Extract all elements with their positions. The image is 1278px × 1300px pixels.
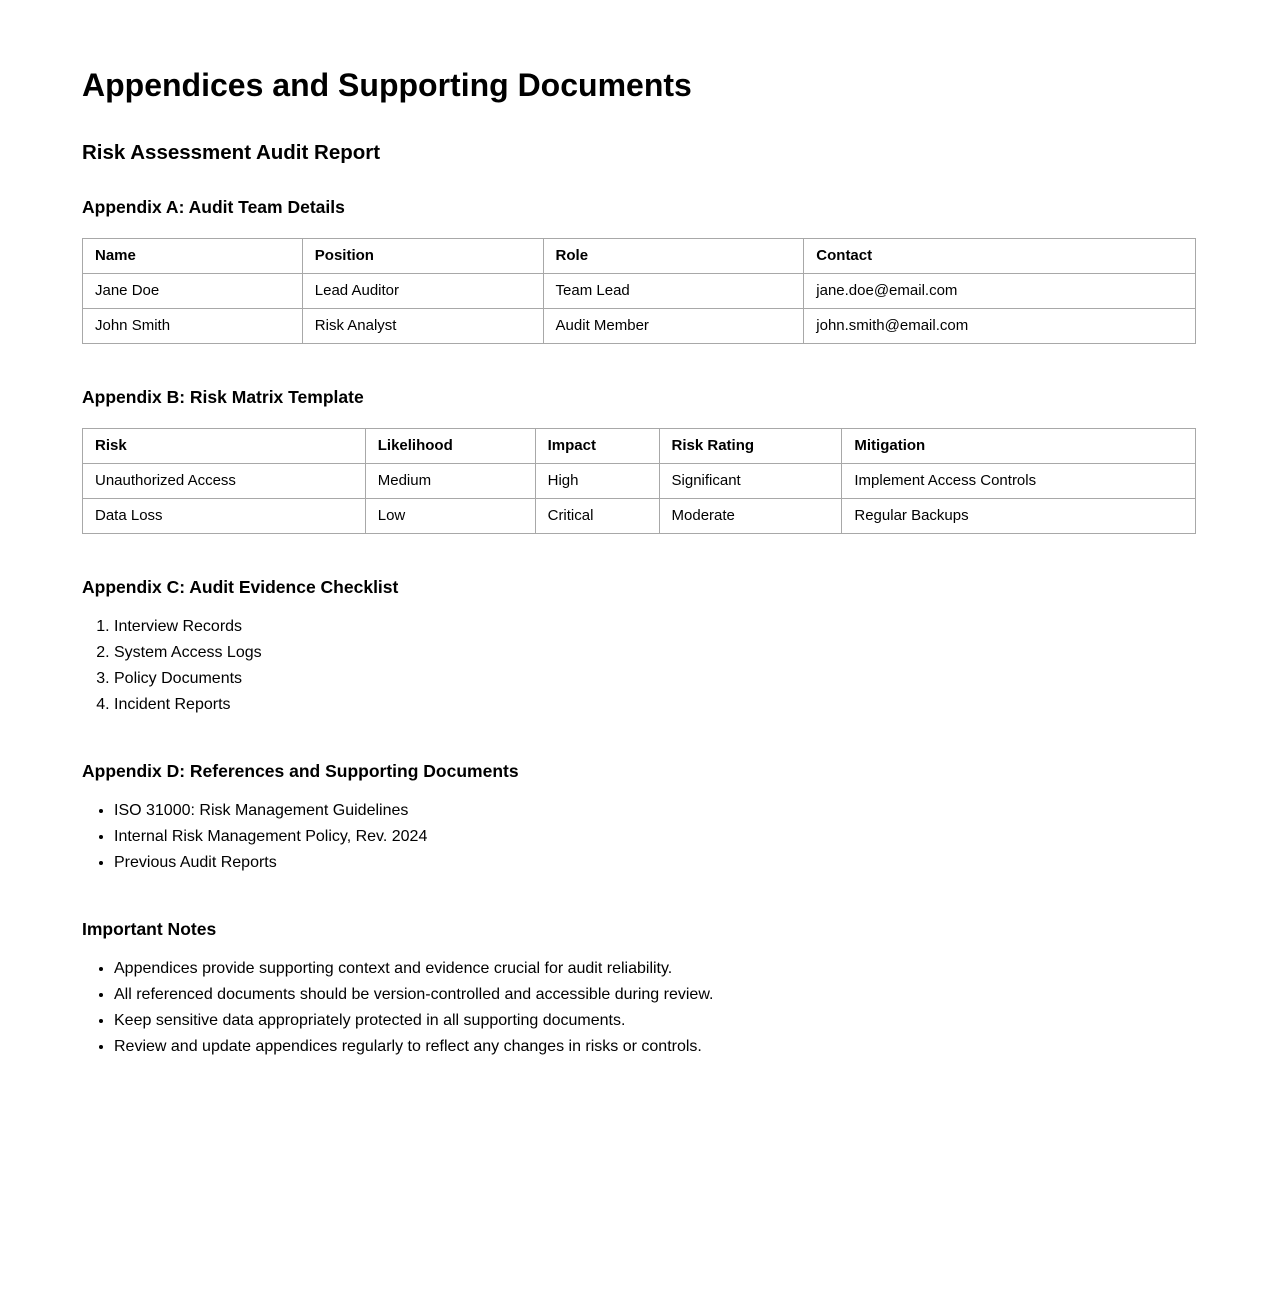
list-item: 3. Policy Documents xyxy=(114,666,1196,692)
list-item: 4. Incident Reports xyxy=(114,692,1196,718)
appendix-a-heading: Appendix A: Audit Team Details xyxy=(82,197,345,217)
table-cell: Unauthorized Access xyxy=(83,464,366,499)
list-item: • Previous Audit Reports xyxy=(114,850,1196,876)
column-header: Name xyxy=(83,239,303,274)
table-header-row xyxy=(83,429,1196,464)
table-cell: Medium xyxy=(365,464,535,499)
table-row xyxy=(83,499,1196,534)
risk-matrix-table xyxy=(82,428,1196,534)
table-header-row xyxy=(83,239,1196,274)
report-subtitle: Risk Assessment Audit Report xyxy=(82,141,381,164)
list-item: • Internal Risk Management Policy, Rev. 2024 xyxy=(114,824,1196,850)
table-cell: Low xyxy=(365,499,535,534)
table-cell: John Smith xyxy=(83,309,303,344)
table-cell: Significant xyxy=(659,464,842,499)
table-cell: Data Loss xyxy=(83,499,366,534)
audit-team-table xyxy=(82,238,1196,344)
appendix-c-heading: Appendix C: Audit Evidence Checklist xyxy=(82,577,399,597)
table-cell: Moderate xyxy=(659,499,842,534)
column-header: Mitigation xyxy=(842,429,1196,464)
table-cell: Audit Member xyxy=(543,309,804,344)
list-item: 2. System Access Logs xyxy=(114,640,1196,666)
list-item: • All referenced documents should be version-controlled and accessible during review. xyxy=(114,982,1196,1008)
document-page xyxy=(82,0,1196,1060)
table-cell: High xyxy=(535,464,659,499)
column-header: Position xyxy=(302,239,543,274)
list-item: • ISO 31000: Risk Management Guidelines xyxy=(114,798,1196,824)
list-item: • Keep sensitive data appropriately protected in all supporting documents. xyxy=(114,1008,1196,1034)
appendix-b-heading: Appendix B: Risk Matrix Template xyxy=(82,387,364,407)
notes-list xyxy=(82,956,1196,1060)
table-cell: Team Lead xyxy=(543,274,804,309)
table-row xyxy=(83,464,1196,499)
table-cell: Regular Backups xyxy=(842,499,1196,534)
page-title: Appendices and Supporting Documents xyxy=(82,67,692,103)
column-header: Likelihood xyxy=(365,429,535,464)
appendix-d-heading: Appendix D: References and Supporting Documents xyxy=(82,761,519,781)
table-cell: Risk Analyst xyxy=(302,309,543,344)
evidence-checklist xyxy=(82,614,1196,718)
column-header: Risk Rating xyxy=(659,429,842,464)
list-item: • Review and update appendices regularly to reflect any changes in risks or controls. xyxy=(114,1034,1196,1060)
list-item: 1. Interview Records xyxy=(114,614,1196,640)
column-header: Risk xyxy=(83,429,366,464)
column-header: Role xyxy=(543,239,804,274)
table-row xyxy=(83,309,1196,344)
notes-heading: Important Notes xyxy=(82,919,217,939)
table-cell: Implement Access Controls xyxy=(842,464,1196,499)
table-cell: jane.doe@email.com xyxy=(804,274,1196,309)
table-cell: Critical xyxy=(535,499,659,534)
table-cell: Lead Auditor xyxy=(302,274,543,309)
table-row xyxy=(83,274,1196,309)
column-header: Impact xyxy=(535,429,659,464)
table-cell: Jane Doe xyxy=(83,274,303,309)
column-header: Contact xyxy=(804,239,1196,274)
references-list xyxy=(82,798,1196,876)
list-item: • Appendices provide supporting context and evidence crucial for audit reliability. xyxy=(114,956,1196,982)
table-cell: john.smith@email.com xyxy=(804,309,1196,344)
